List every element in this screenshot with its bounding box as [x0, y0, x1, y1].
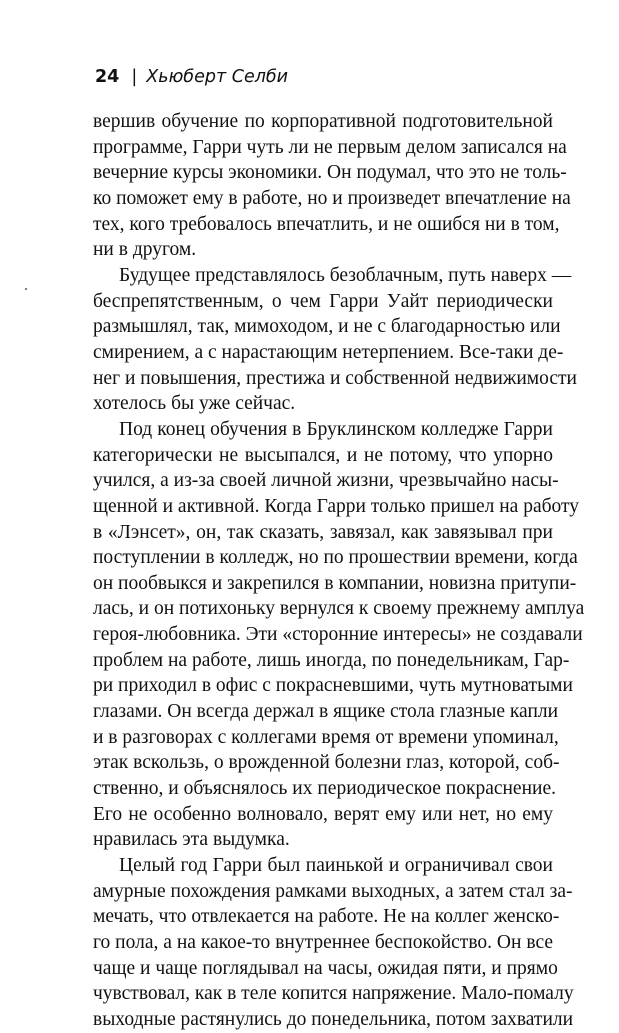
page-number: 24 — [95, 67, 120, 87]
text-line: беспрепятственным, о чем Гарри Уайт периодически — [93, 290, 553, 312]
text-line: глазами. Он всегда держал в ящике стола глазные капли — [93, 701, 559, 723]
text-line: Целый год Гарри был паинькой и ограничивал свои — [119, 855, 553, 877]
text-line: ственно, и объяснялось их периодическое покраснение. — [93, 778, 556, 800]
paragraph — [93, 109, 571, 263]
text-line: Под конец обучения в Бруклинском колледже Гарри — [119, 418, 553, 440]
text-line: в «Лэнсет», он, так сказать, завязал, как завязывал при — [93, 521, 553, 543]
text-line: Его не особенно волновало, верят ему или нет, но ему — [93, 803, 553, 825]
running-title: Хьюберт Селби — [146, 67, 289, 87]
text-line: вершив обучение по корпоративной подготовительной — [93, 111, 553, 132]
text-line: смирением, а с нарастающим нетерпением. Все-таки де- — [93, 341, 564, 363]
text-line: амурные похождения рамками выходных, а затем стал за- — [93, 880, 573, 902]
text-line: нег и повышения, престижа и собственной недвижимости — [93, 367, 577, 389]
text-line: тех, кого требовалось впечатлить, и не ошибся ни в том, — [93, 213, 560, 235]
text-line: размышлял, так, мимоходом, и не с благодарностью или — [93, 316, 561, 338]
text-line: категорически не высыпался, и не потому, что упорно — [93, 444, 553, 466]
text-line: программе, Гарри чуть ли не первым делом записался на — [93, 136, 567, 158]
text-line: хотелось бы уже сейчас. — [93, 393, 296, 415]
text-line: го пола, а на какое-то внутреннее беспокойство. Он все — [93, 932, 553, 953]
paragraph — [93, 853, 574, 1033]
paragraph — [93, 263, 577, 417]
text-line: ри приходил в офис с покрасневшими, чуть мутноватыми — [93, 675, 573, 697]
text-line: и в разговорах с коллегами время от времени упоминал, — [93, 726, 559, 748]
text-line: ко поможет ему в работе, но и произведет впечатление на — [93, 187, 571, 209]
margin-speck — [25, 288, 27, 290]
text-line: мечать, что отвлекается на работе. Не на коллег женско- — [93, 906, 560, 928]
text-line: поступлении в колледж, но по прошествии времени, когда — [93, 547, 578, 569]
text-line: ни в другом. — [93, 239, 197, 261]
text-line: героя-любовника. Эти «сторонние интересы» не создавали — [93, 624, 583, 646]
text-line: выходные растянулись до понедельника, потом захватили — [93, 1008, 574, 1030]
text-line: вечерние курсы экономики. Он подумал, что это не толь- — [93, 162, 567, 184]
text-line: лась, и он потихоньку вернулся к своему прежнему амплуа — [93, 598, 585, 620]
text-line: нравилась эта выдумка. — [93, 829, 290, 851]
body-text — [93, 109, 585, 1033]
text-line: проблем на работе, лишь иногда, по понедельникам, Гар- — [93, 649, 570, 671]
text-line: чувствовал, как в теле копится напряжение. Мало-помалу — [93, 983, 574, 1005]
header-separator: | — [131, 67, 138, 87]
text-line: чаще и чаще поглядывал на часы, ожидая пяти, и прямо — [93, 957, 558, 979]
running-header — [95, 66, 288, 88]
text-line: учился, а из-за своей личной жизни, чрезвычайно насы- — [93, 470, 559, 492]
text-line: Будущее представлялось безоблачным, путь наверх — — [119, 264, 572, 286]
text-line: он пообвыкся и закрепился в компании, новизна притупи- — [93, 572, 577, 594]
text-line: этак вскользь, о врожденной болезни глаз, которой, соб- — [93, 752, 560, 774]
text-line: щенной и активной. Когда Гарри только пришел на работу — [93, 495, 580, 517]
paragraph — [93, 417, 585, 853]
